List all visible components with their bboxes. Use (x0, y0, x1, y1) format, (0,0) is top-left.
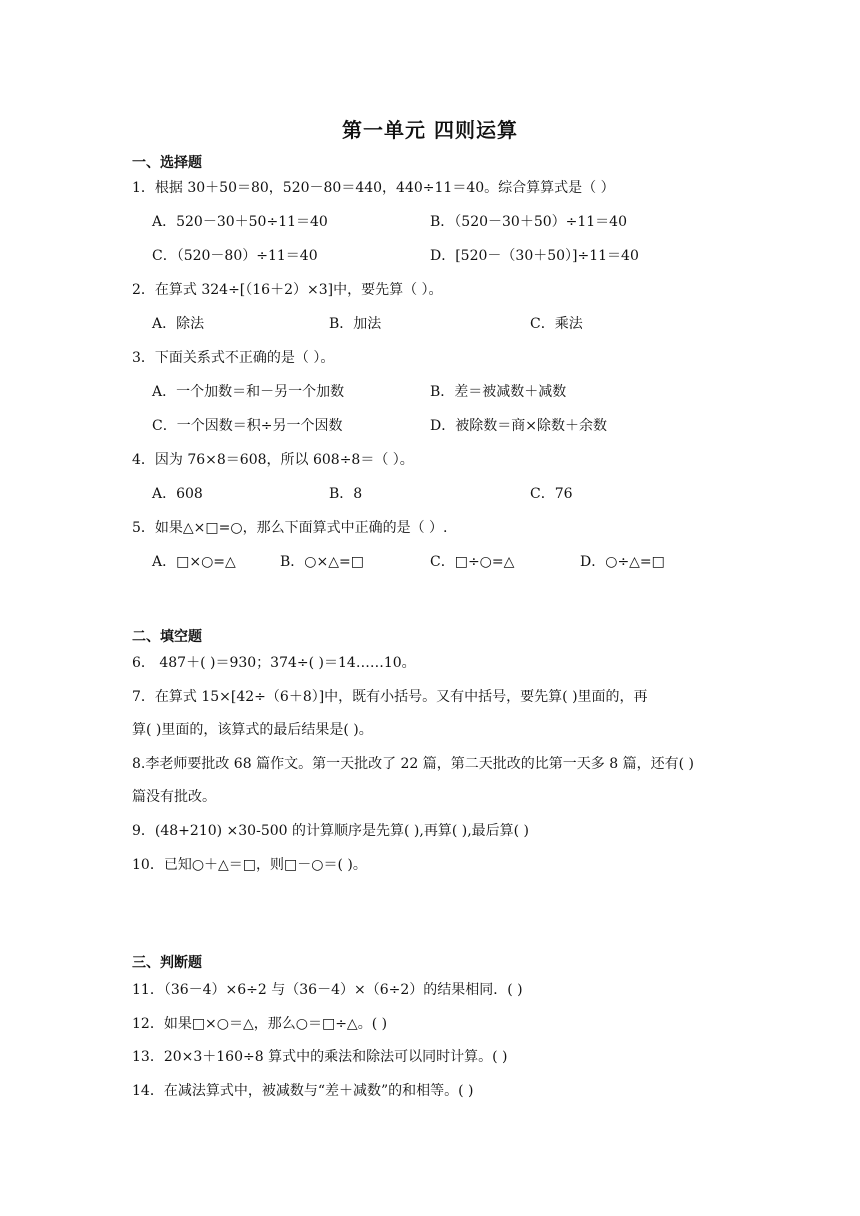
question-13: 13．20×3＋160÷8 算式中的乘法和除法可以同时计算。( ) (132, 1049, 508, 1065)
question-5: 5．如果△×□=○，那么下面算式中正确的是（ ）. (132, 520, 448, 536)
option-c: C．□÷○=△ (430, 554, 515, 570)
page-title: 第一单元 四则运算 (342, 118, 518, 142)
option-b: B．加法 (329, 316, 382, 332)
question-2: 2．在算式 324÷[（16＋2）×3]中，要先算（ ）。 (132, 282, 443, 298)
section-heading-judge: 三、判断题 (132, 955, 202, 971)
question-3: 3．下面关系式不正确的是（ ）。 (132, 350, 335, 366)
option-d: D．[520－（30＋50）]÷11＝40 (430, 248, 639, 264)
question-1-options (152, 212, 712, 232)
question-2-options (152, 314, 712, 334)
question-14: 14．在减法算式中，被减数与“差＋减数”的和相等。( ) (132, 1083, 474, 1099)
question-1: 1．根据 30＋50＝80，520－80＝440，440÷11＝40。综合算算式是（ ） (132, 180, 615, 196)
option-c: C．（520－80）÷11＝40 (152, 248, 318, 264)
option-b: B．（520－30＋50）÷11＝40 (430, 214, 627, 230)
option-c: C．76 (530, 486, 573, 502)
question-7-line-1: 7．在算式 15×[42÷（6＋8）]中，既有小括号。又有中括号，要先算( )里面的，再 (132, 689, 648, 705)
question-4-options (152, 484, 712, 504)
question-3-options-2 (152, 416, 712, 436)
question-3-options (152, 382, 712, 402)
option-c: C．一个因数＝积÷另一个因数 (152, 418, 343, 434)
option-a: A．□×○=△ (152, 554, 236, 570)
question-10: 10．已知○＋△＝□，则□－○＝( )。 (132, 857, 367, 873)
option-b: B．差＝被减数＋减数 (430, 384, 567, 400)
option-a: A．608 (152, 486, 203, 502)
question-7-line-2: 算( )里面的，该算式的最后结果是( )。 (132, 722, 373, 738)
section-heading-choice: 一、选择题 (132, 155, 202, 171)
option-d: D．被除数＝商×除数＋余数 (430, 418, 607, 434)
option-c: C．乘法 (530, 316, 583, 332)
option-b: B．8 (329, 486, 363, 502)
question-8-line-2: 篇没有批改。 (132, 789, 216, 805)
option-d: D．○÷△=□ (580, 554, 665, 570)
option-a: A．一个加数＝和－另一个加数 (152, 384, 345, 400)
question-8-line-1: 8.李老师要批改 68 篇作文。第一天批改了 22 篇，第二天批改的比第一天多 8 篇，还有( ) (132, 756, 694, 772)
question-11: 11．（36－4）×6÷2 与（36－4）×（6÷2）的结果相同．( ) (132, 982, 523, 998)
section-heading-fill: 二、填空题 (132, 629, 202, 645)
question-1-options-2 (152, 246, 712, 266)
option-b: B．○×△=□ (280, 554, 364, 570)
option-a: A．除法 (152, 316, 205, 332)
question-12: 12．如果□×○＝△，那么○＝□÷△。( ) (132, 1016, 388, 1032)
question-4: 4．因为 76×8＝608，所以 608÷8＝（ ）。 (132, 452, 414, 468)
question-9: 9．(48+210) ×30-500 的计算顺序是先算( ),再算( ),最后算( ) (132, 823, 530, 839)
question-6: 6． 487＋( )＝930；374÷( )＝14……10。 (132, 655, 416, 671)
question-5-options (152, 552, 712, 572)
option-a: A．520－30＋50÷11＝40 (152, 214, 328, 230)
